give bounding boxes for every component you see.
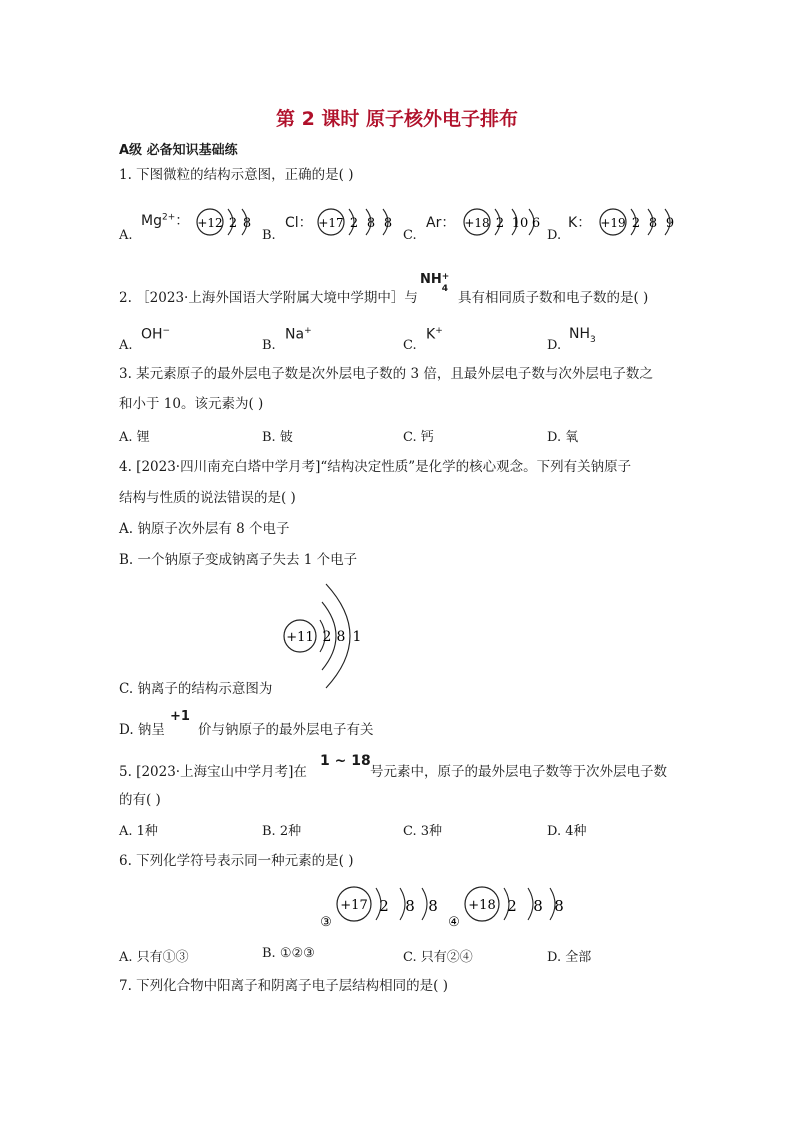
q6-diagram-4: [446, 884, 586, 930]
question-5-text-after: 号元素中，原子的最外层电子数等于次外层电子数: [370, 764, 667, 780]
diagram-label: ③: [320, 915, 332, 930]
shell-3: 9: [665, 216, 675, 231]
q2-option-b-letter: B.: [262, 338, 276, 353]
shell-1: 2: [349, 216, 359, 231]
shell-1: 2: [631, 216, 641, 231]
q1-option-b-symbol: Cl：: [285, 215, 313, 231]
nucleus-label: +18: [468, 898, 496, 913]
nucleus-label: +19: [600, 216, 626, 230]
nucleus-label: +12: [197, 216, 223, 230]
q1-option-a-letter: A.: [119, 228, 133, 243]
q1-option-b-diagram: [316, 205, 406, 239]
q1-option-a-diagram: [195, 205, 265, 239]
q6-diagram-3: [318, 884, 458, 930]
question-2-text-before: 2. ［2023·上海外国语大学附属大境中学期中］与: [119, 290, 418, 306]
question-6-text: 6. 下列化学符号表示同一种元素的是( ): [119, 853, 354, 869]
q6-option-c: C. 只有②④: [403, 950, 473, 965]
shell-2: 8: [405, 897, 415, 915]
nucleus-label: +17: [318, 216, 344, 230]
shell-2: 8: [366, 216, 376, 231]
shell-2: 10: [511, 216, 529, 231]
q4-option-d-after: 价与钠原子的最外层电子有关: [198, 722, 374, 738]
page-title: 第 2 课时 原子核外电子排布: [275, 108, 519, 130]
shell-1: 2: [379, 897, 389, 915]
shell-3: 8: [383, 216, 393, 231]
shell-2: 8: [336, 629, 346, 645]
question-1-text: 1. 下图微粒的结构示意图，正确的是( ): [119, 167, 354, 183]
q5-range: 1 ~ 18: [320, 753, 371, 769]
shell-2: 8: [533, 897, 543, 915]
q1-option-d-letter: D.: [547, 228, 562, 243]
question-3-line-1: 3. 某元素原子的最外层电子数是次外层电子数的 3 倍，且最外层电子数与次外层电子数之: [119, 366, 653, 382]
q6-option-b: B. ①②③: [262, 946, 315, 961]
q4-option-a: A. 钠原子次外层有 8 个电子: [119, 521, 290, 537]
shell-1: 2: [507, 897, 517, 915]
q4-option-d-before: D. 钠呈: [119, 722, 165, 738]
shell-2: 8: [242, 216, 252, 231]
q3-option-b: B. 铍: [262, 430, 293, 445]
question-5-text-before: 5. [2023·上海宝山中学月考]在: [119, 764, 307, 780]
question-4-line-1: 4. [2023·四川南充白塔中学月考]“结构决定性质”是化学的核心观念。下列有关钠原子: [119, 459, 632, 475]
diagram-label: ④: [448, 915, 460, 930]
q2-option-c-formula: K+: [426, 326, 443, 343]
shell-1: 2: [322, 629, 332, 645]
q4-sodium-diagram: [280, 582, 380, 690]
q4-option-c: C. 钠离子的结构示意图为: [119, 681, 273, 697]
shell-1: 2: [228, 216, 238, 231]
shell-3: 8: [428, 897, 438, 915]
q5-option-c: C. 3种: [403, 824, 443, 839]
question-4-line-2: 结构与性质的说法错误的是( ): [119, 490, 296, 506]
q2-ion-nh4: NH + 4: [420, 272, 450, 294]
question-5-line-2: 的有( ): [119, 792, 161, 808]
q3-option-a: A. 锂: [119, 430, 150, 445]
q6-option-a: A. 只有①③: [119, 950, 189, 965]
q5-option-b: B. 2种: [262, 824, 302, 839]
level-heading: A级 必备知识基础练: [119, 143, 238, 158]
shell-3: 8: [554, 897, 564, 915]
shell-2: 8: [648, 216, 658, 231]
q2-option-c-letter: C.: [403, 338, 417, 353]
q4-valence: +1: [170, 709, 190, 724]
q5-option-a: A. 1种: [119, 824, 158, 839]
question-2-text-after: 具有相同质子数和电子数的是( ): [458, 290, 649, 306]
q2-option-a-formula: OH−: [141, 326, 171, 343]
nucleus-label: +11: [286, 630, 314, 645]
q1-option-c-letter: C.: [403, 228, 417, 243]
q1-option-d-symbol: K：: [568, 215, 592, 231]
q3-option-d: D. 氧: [547, 430, 579, 445]
shell-3: 1: [352, 629, 362, 645]
question-7-text: 7. 下列化合物中阳离子和阴离子电子层结构相同的是( ): [119, 978, 448, 994]
q2-option-d-formula: $NH_3$: [569, 326, 596, 345]
q2-option-d-letter: D.: [547, 338, 562, 353]
shell-1: 2: [495, 216, 505, 231]
shell-3: 6: [531, 216, 541, 231]
q1-option-c-diagram: [462, 205, 552, 239]
q2-option-a-letter: A.: [119, 338, 133, 353]
question-3-line-2: 和小于 10。该元素为( ): [119, 396, 264, 412]
q1-option-c-symbol: Ar：: [426, 215, 456, 231]
q5-option-d: D. 4种: [547, 824, 587, 839]
q2-option-b-formula: Na+: [285, 326, 312, 343]
q3-option-c: C. 钙: [403, 430, 434, 445]
q6-option-d: D. 全部: [547, 950, 592, 965]
q1-option-d-diagram: [598, 205, 688, 239]
nucleus-label: +17: [340, 898, 368, 913]
q4-option-b: B. 一个钠原子变成钠离子失去 1 个电子: [119, 552, 358, 568]
q1-option-b-letter: B.: [262, 228, 276, 243]
q1-option-a-symbol: $Mg^{2+}$：: [141, 212, 190, 229]
nucleus-label: +18: [464, 216, 490, 230]
